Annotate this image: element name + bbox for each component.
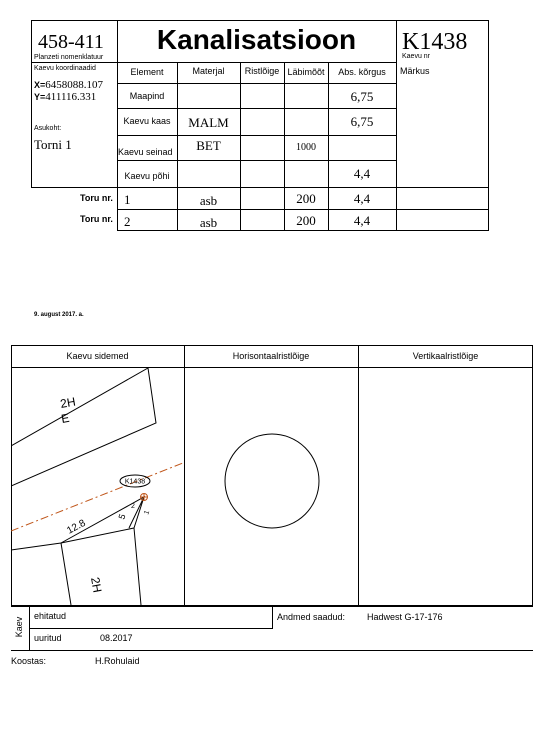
source-value: Hadwest G-17-176 (367, 612, 443, 622)
document-date: 9. august 2017. a. (34, 312, 84, 318)
row-elevation: 6,75 (350, 89, 374, 104)
pipe-elevation: 4,4 (353, 191, 371, 206)
distance-label: 1 (143, 509, 152, 516)
coords-caption: Kaevu koordinaadid (34, 65, 96, 72)
source-label: Andmed saadud: (277, 612, 346, 622)
panel-title-horizontal: Horisontaalristlõige (232, 351, 310, 361)
building-sub-label: E (60, 410, 71, 426)
built-label: ehitatud (34, 611, 67, 621)
col-header-elevation: Abs. kõrgus (338, 67, 386, 77)
panel-title-links: Kaevu sidemed (66, 351, 129, 361)
horizontal-section-drawing (185, 368, 358, 605)
row-element: Maapind (129, 91, 165, 101)
building-label: 2H (59, 394, 77, 411)
col-header-material: Materjal (192, 66, 225, 76)
location-caption: Asukoht: (34, 125, 62, 132)
page-title: Kanalisatsioon (156, 24, 357, 55)
row-material: MALM (188, 115, 229, 130)
compiler-label: Koostas: (11, 656, 47, 666)
distance-label: 2 (131, 503, 135, 510)
row-element: Kaevu kaas (123, 116, 171, 126)
pipe-label: Toru nr. (80, 214, 113, 224)
row-material: BET (196, 138, 221, 153)
col-header-diameter: Läbimõõt (287, 67, 325, 77)
well-number: K1438 (402, 29, 468, 55)
pipe-material: asb (199, 215, 218, 230)
inspected-label: uuritud (34, 633, 62, 643)
col-header-notes: Märkus (400, 66, 430, 76)
inspected-date: 08.2017 (100, 633, 133, 643)
sheet-number: 458-411 (38, 31, 104, 53)
col-header-element: Element (130, 67, 164, 77)
pipe-diameter: 200 (296, 213, 316, 228)
pipe-elevation: 4,4 (353, 213, 371, 228)
panel-title-vertical: Vertikaalristlõige (412, 351, 479, 361)
distance-label: 12.8 (65, 517, 88, 537)
distance-label: 5 (116, 512, 128, 521)
pipe-number: 1 (124, 192, 131, 207)
pipe-label: Toru nr. (80, 193, 113, 203)
pipe-material: asb (199, 193, 218, 208)
compiler-value: H.Rohulaid (95, 656, 140, 666)
pipe-diameter: 200 (296, 191, 316, 206)
x-coordinate: X=6458088.107 (34, 79, 104, 91)
kaev-label: Kaev (14, 616, 24, 638)
sheet-caption: Planzeti nomenklatuur (34, 54, 104, 61)
y-coordinate: Y=411116.331 (34, 91, 97, 103)
row-element: Kaevu seinad (118, 147, 173, 157)
row-element: Kaevu põhi (124, 171, 170, 181)
col-header-section: Ristlõige (244, 66, 280, 76)
well-caption: Kaevu nr (402, 53, 431, 60)
row-diameter: 1000 (296, 142, 316, 153)
location-sketch (11, 368, 184, 605)
location-value: Torni 1 (34, 137, 72, 152)
row-elevation: 6,75 (350, 114, 374, 129)
row-elevation: 4,4 (353, 166, 371, 181)
well-tag: K1438 (124, 478, 146, 486)
pipe-number: 2 (124, 214, 131, 229)
building-label: 2H (88, 576, 105, 594)
